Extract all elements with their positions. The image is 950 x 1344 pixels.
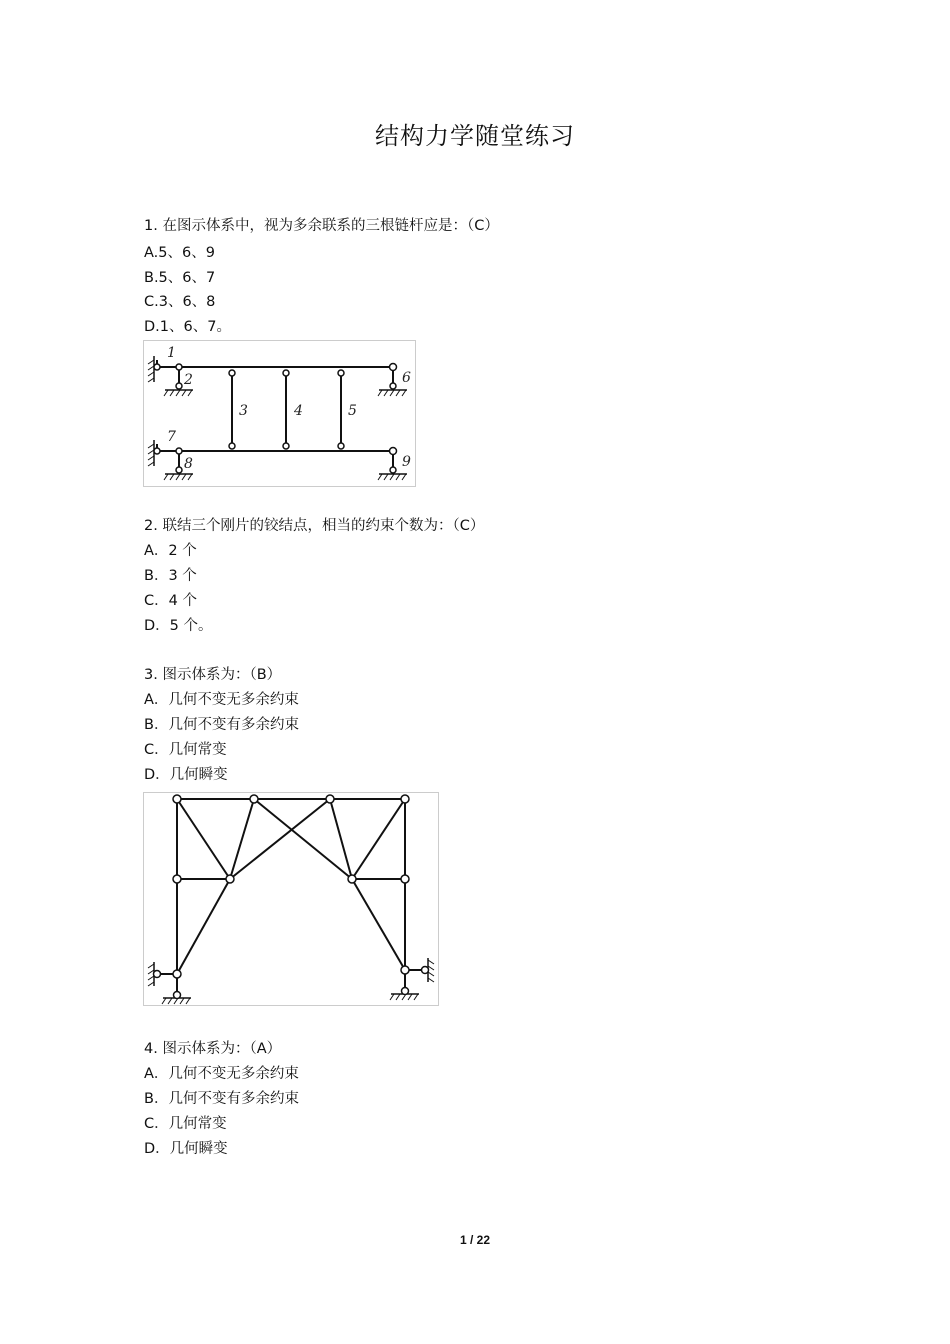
question-1-option-c: C.3、6、8 xyxy=(144,294,216,310)
figure-1-label-1: 1 xyxy=(167,345,176,361)
question-3-option-c: C．几何常变 xyxy=(144,742,227,758)
figure-1-label-3: 3 xyxy=(239,403,248,419)
question-3-option-b: B．几何不变有多余约束 xyxy=(144,717,299,733)
question-2-stem: 2. 联结三个刚片的铰结点，相当的约束个数为：（C） xyxy=(144,518,485,534)
question-4-option-d: D．几何瞬变 xyxy=(144,1141,228,1157)
figure-1-label-8: 8 xyxy=(184,456,193,472)
figure-1-label-2: 2 xyxy=(184,372,193,388)
question-4-option-b: B．几何不变有多余约束 xyxy=(144,1091,299,1107)
question-3-figure xyxy=(143,792,439,1006)
question-2-option-b: B．3 个 xyxy=(144,568,197,584)
question-4-stem: 4. 图示体系为：（A） xyxy=(144,1041,282,1057)
question-1-option-d: D.1、6、7。 xyxy=(144,319,231,335)
question-2-option-a: A．2 个 xyxy=(144,543,197,559)
figure-1-label-7: 7 xyxy=(167,429,176,445)
page-number: 1 / 22 xyxy=(459,1233,491,1247)
figure-1-label-9: 9 xyxy=(402,454,411,470)
figure-1-label-6: 6 xyxy=(402,370,411,386)
question-3-option-a: A．几何不变无多余约束 xyxy=(144,692,299,708)
question-1-option-b: B.5、6、7 xyxy=(144,270,216,286)
question-3-option-d: D．几何瞬变 xyxy=(144,767,228,783)
question-2-option-c: C．4 个 xyxy=(144,593,197,609)
question-4-option-c: C．几何常变 xyxy=(144,1116,227,1132)
figure-1-label-4: 4 xyxy=(294,403,303,419)
figure-1-label-5: 5 xyxy=(348,403,357,419)
question-4-option-a: A．几何不变无多余约束 xyxy=(144,1066,299,1082)
page-title: 结构力学随堂练习 xyxy=(375,122,575,150)
question-1-figure xyxy=(143,340,416,487)
question-1-stem: 1. 在图示体系中，视为多余联系的三根链杆应是：（C） xyxy=(144,218,499,234)
question-2-option-d: D．5 个。 xyxy=(144,618,213,634)
question-1-option-a: A.5、6、9 xyxy=(144,245,215,261)
question-3-stem: 3. 图示体系为：（B） xyxy=(144,667,282,683)
